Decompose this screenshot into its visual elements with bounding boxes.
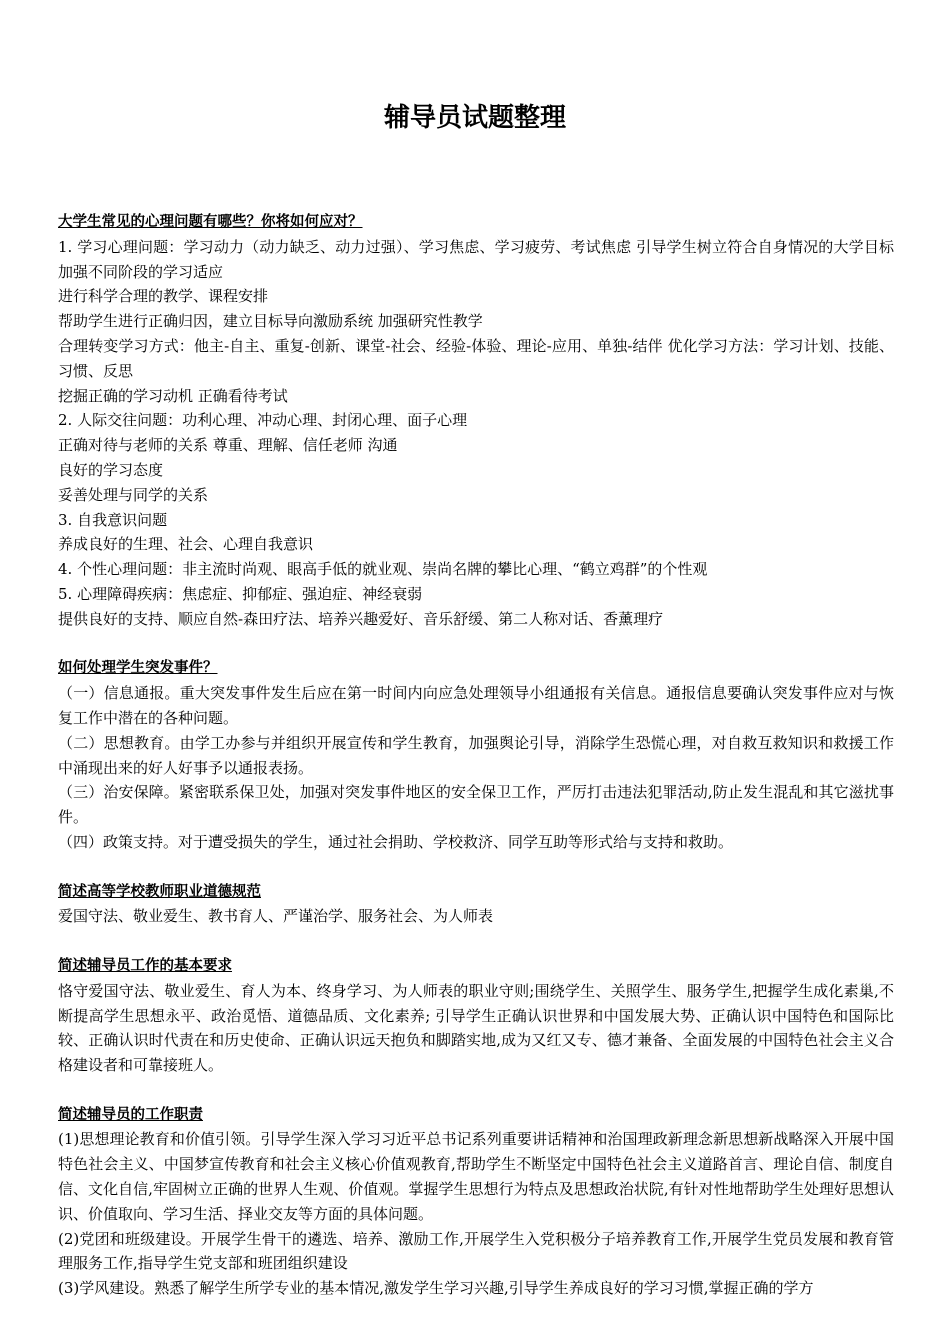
section-gap xyxy=(58,855,894,880)
section-paragraph: 正确对待与老师的关系 尊重、理解、信任老师 沟通 xyxy=(58,436,398,455)
section-heading: 简述高等学校教师职业道德规范 xyxy=(58,883,261,900)
section-gap xyxy=(58,929,894,954)
section-paragraph: 4. 个性心理问题：非主流时尚观、眼高手低的就业观、崇尚名牌的攀比心理、“鹤立鸡群”的个性观 xyxy=(58,560,708,579)
section-paragraph: 爱国守法、敬业爱生、教书育人、严谨治学、服务社会、为人师表 xyxy=(58,907,494,926)
section-heading: 简述辅导员工作的基本要求 xyxy=(58,957,232,974)
section-paragraph: 挖掘正确的学习动机 正确看待考试 xyxy=(58,386,288,405)
section-paragraph: 1. 学习心理问题：学习动力（动力缺乏、动力过强）、学习焦虑、学习疲劳、考试焦虑 引导学生树立符合自身情况的大学目标 加强不同阶段的学习适应 xyxy=(58,237,894,281)
section-gap xyxy=(58,1078,894,1103)
section-heading: 简述辅导员的工作职责 xyxy=(58,1106,203,1123)
section-paragraph: 3. 自我意识问题 xyxy=(58,510,168,529)
document-body xyxy=(58,210,894,1301)
section-paragraph: 提供良好的支持、顺应自然-森田疗法、培养兴趣爱好、音乐舒缓、第二人称对话、香薰理疗 xyxy=(58,609,664,628)
section-paragraph: 恪守爱国守法、敬业爱生、育人为本、终身学习、为人师表的职业守则;围绕学生、关照学生、服务学生,把握学生成化素巢,不断提高学生思想永平、政治觅悟、道德品质、文化素养; 引导学生正确认识世界和中国发展大势、正确认识中国特色和国际比较、正确认识时代责在和历史使命、正确认识远天抱负和脚踏实地,成为又红又专、德才兼备、全面发展的中国特色社会主义合格建设者和可靠接班人。 xyxy=(58,981,894,1075)
section-gap xyxy=(58,632,894,657)
section-paragraph: （一）信息通报。重大突发事件发生后应在第一时间内向应急处理领导小组通报有关信息。通报信息要确认突发事件应对与恢复工作中潜在的各种问题。 xyxy=(58,684,894,727)
section-paragraph: (2)党团和班级建设。开展学生骨干的遴选、培养、激励工作,开展学生入党积极分子培养教育工作,开展学生党员发展和教育管理服务工作,指导学生党支部和班团组织建设 xyxy=(58,1229,894,1273)
section-paragraph: （四）政策支持。对于遭受损失的学生，通过社会捐助、学校救济、同学互助等形式给与支持和救助。 xyxy=(58,832,734,851)
section-paragraph: (1)思想理论教育和价值引领。引导学生深入学习习近平总书记系列重要讲话精神和治国理政新理念新思想新战略深入开展中国特色社会主义、中国梦宣传教育和社会主义核心价值观教育,帮助学生不断坚定中国特色社会主义道路首言、理论自信、制度自信、文化自信,牢固树立正确的世界人生观、价值观。掌握学生思想行为特点及思想政治状院,有针对性地帮助学生处理好思想认识、价值取向、学习生活、择业交友等方面的具体问题。 xyxy=(58,1130,894,1223)
section-heading: 如何处理学生突发事件？ xyxy=(58,660,218,677)
document-title: 辅导员试题整理 xyxy=(383,103,566,133)
section-paragraph: 进行科学合理的教学、课程安排 xyxy=(58,287,269,306)
section-heading: 大学生常见的心理问题有哪些？你将如何应对？ xyxy=(58,214,363,230)
section-paragraph: 5. 心理障碍疾病：焦虑症、抑郁症、强迫症、神经衰弱 xyxy=(58,584,423,603)
section-paragraph: 养成良好的生理、社会、心理自我意识 xyxy=(58,535,314,554)
section-paragraph: （二）思想教育。由学工办参与并组织开展宣传和学生教育，加强舆论引导，消除学生恐慌心理，对自救互救知识和救援工作中涌现出来的好人好事予以通报表扬。 xyxy=(58,733,894,777)
section-paragraph: 合理转变学习方式：他主-自主、重复-创新、课堂-社会、经验-体验、理论-应用、单独-结伴 优化学习方法：学习计划、技能、习惯、反思 xyxy=(58,336,894,380)
section-paragraph: 帮助学生进行正确归因，建立目标导向激励系统 加强研究性教学 xyxy=(58,312,483,331)
section-paragraph: 2. 人际交往问题：功利心理、冲动心理、封闭心理、面子心理 xyxy=(58,411,468,430)
section-paragraph: (3)学风建设。熟悉了解学生所学专业的基本情况,激发学生学习兴趣,引导学生养成良好的学习习惯,掌握正确的学方 xyxy=(58,1279,814,1298)
section-paragraph: 妥善处理与同学的关系 xyxy=(58,485,209,504)
section-paragraph: （三）治安保障。紧密联系保卫处，加强对突发事件地区的安全保卫工作，严厉打击违法犯罪活动,防止发生混乱和其它滋扰事件。 xyxy=(58,783,894,827)
section-paragraph: 良好的学习态度 xyxy=(58,460,164,479)
